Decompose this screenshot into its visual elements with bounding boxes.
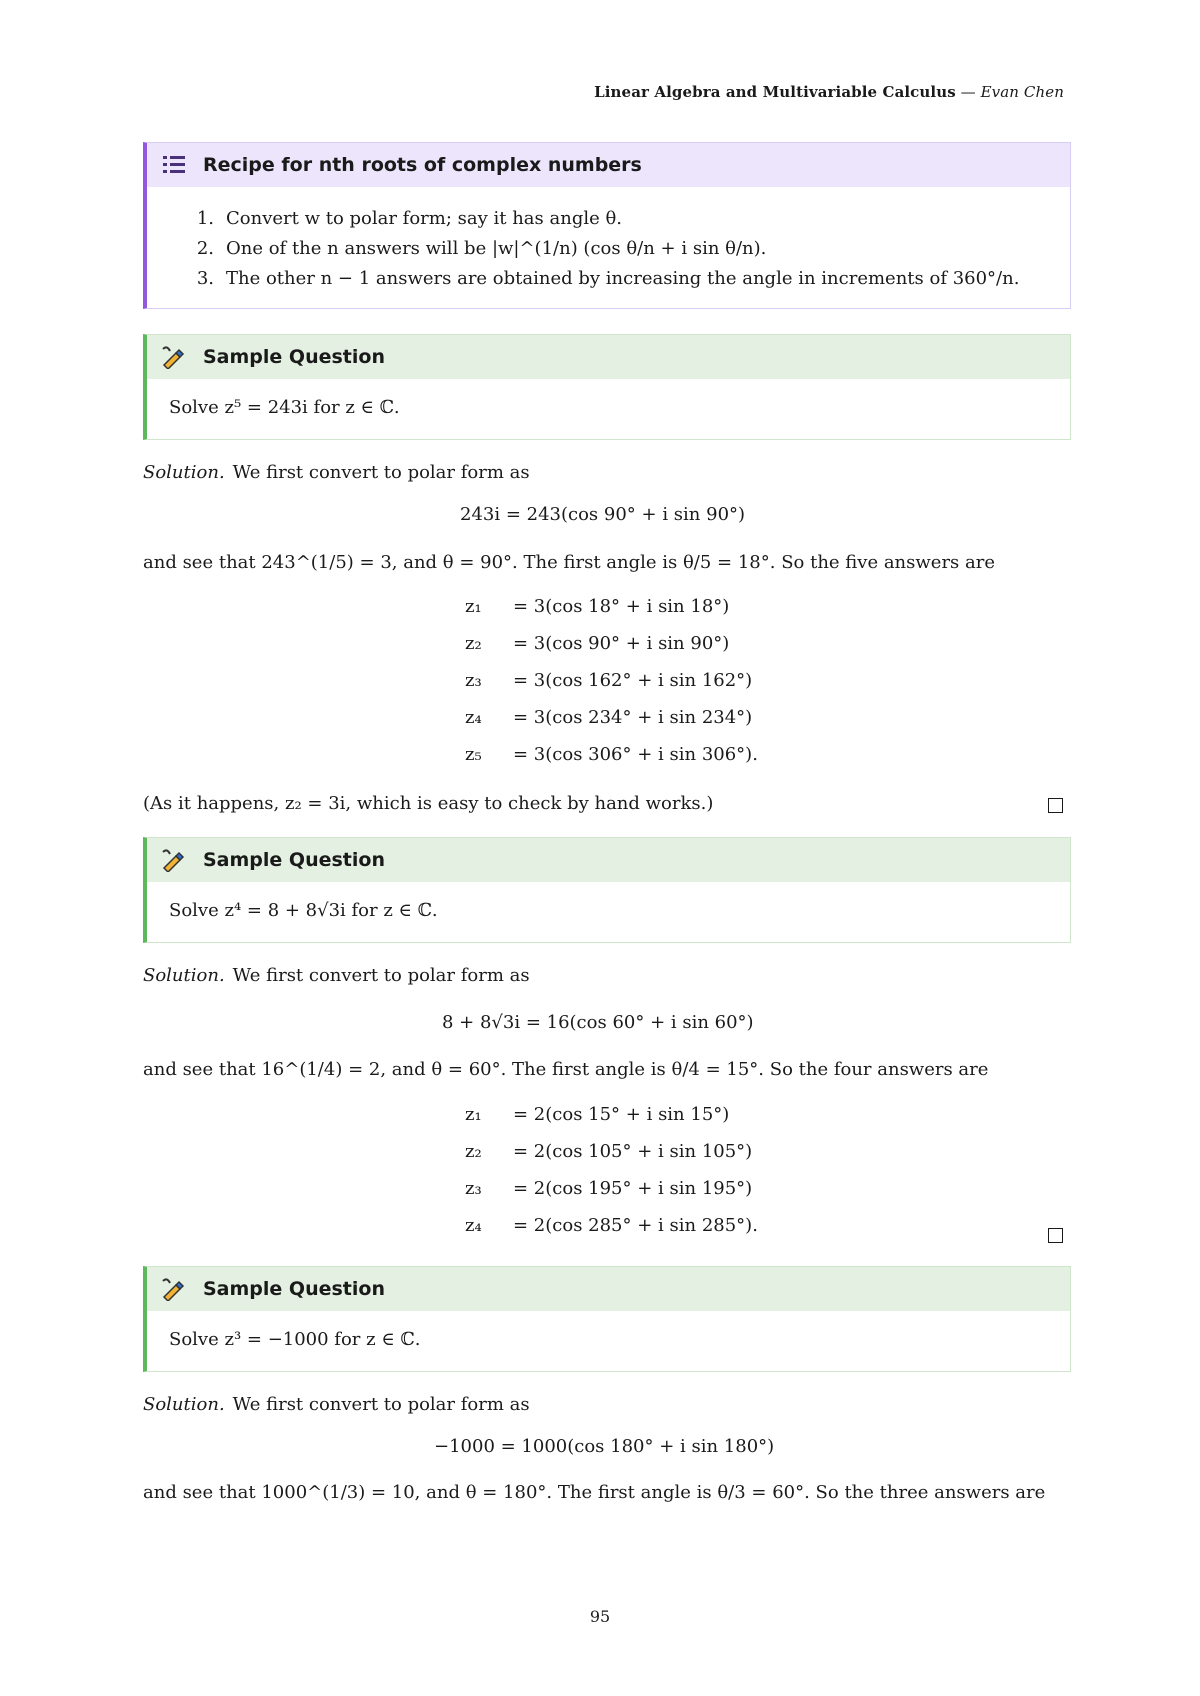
solution-label: Solution. xyxy=(143,965,225,986)
answer-rhs: = 3(cos 90° + i sin 90°) xyxy=(513,633,730,654)
question-title-bar xyxy=(147,838,1070,882)
answer-row xyxy=(465,670,752,691)
question-prompt: Solve z⁵ = 243i for z ∈ ℂ. xyxy=(147,379,1070,437)
answer-lhs: z₃ xyxy=(465,670,482,691)
sample-question-box xyxy=(143,334,1071,440)
recipe-step xyxy=(147,263,1070,293)
question-title: Sample Question xyxy=(203,346,385,368)
recipe-box xyxy=(143,142,1071,309)
answer-rhs: = 3(cos 306° + i sin 306°). xyxy=(513,744,758,765)
answer-lhs: z₁ xyxy=(465,1104,482,1125)
solution-followup: and see that 243^(1/5) = 3, and θ = 90°. The first angle is θ/5 = 18°. So the five answers are xyxy=(143,552,996,573)
answer-rhs: = 2(cos 195° + i sin 195°) xyxy=(513,1178,753,1199)
page-number: 95 xyxy=(589,1607,611,1626)
step-number: 2. xyxy=(196,237,214,259)
answer-row xyxy=(465,596,729,617)
answer-lhs: z₄ xyxy=(465,707,482,728)
sample-question-box xyxy=(143,1266,1071,1372)
recipe-title: Recipe for nth roots of complex numbers xyxy=(203,154,642,176)
question-prompt: Solve z⁴ = 8 + 8√3i for z ∈ ℂ. xyxy=(147,882,1070,940)
question-title-bar xyxy=(147,335,1070,379)
sample-question-box xyxy=(143,837,1071,943)
book-title: Linear Algebra and Multivariable Calculus xyxy=(594,83,956,101)
answer-lhs: z₄ xyxy=(465,1215,482,1236)
answer-lhs: z₂ xyxy=(465,633,482,654)
answer-lhs: z₁ xyxy=(465,596,482,617)
solution-intro-line xyxy=(143,462,530,483)
solution-intro: We first convert to polar form as xyxy=(232,1394,530,1415)
solution-followup: and see that 1000^(1/3) = 10, and θ = 180°. The first angle is θ/3 = 60°. So the three answers are xyxy=(143,1482,1046,1503)
step-text: One of the n answers will be |w|^(1/n) (cos θ/n + i sin θ/n). xyxy=(226,237,767,259)
answer-lhs: z₂ xyxy=(465,1141,482,1162)
step-text: Convert w to polar form; say it has angle θ. xyxy=(226,207,623,229)
display-equation: −1000 = 1000(cos 180° + i sin 180°) xyxy=(434,1436,775,1457)
answer-rhs: = 2(cos 285° + i sin 285°). xyxy=(513,1215,758,1236)
question-title: Sample Question xyxy=(203,1278,385,1300)
solution-remark: (As it happens, z₂ = 3i, which is easy to check by hand works.) xyxy=(143,793,714,814)
answer-rhs: = 2(cos 15° + i sin 15°) xyxy=(513,1104,730,1125)
solution-intro-line xyxy=(143,965,530,986)
question-prompt: Solve z³ = −1000 for z ∈ ℂ. xyxy=(147,1311,1070,1369)
pencil-icon xyxy=(159,846,189,874)
solution-intro-line xyxy=(143,1394,530,1415)
step-text: The other n − 1 answers are obtained by increasing the angle in increments of 360°/n. xyxy=(226,267,1020,289)
answer-rhs: = 3(cos 18° + i sin 18°) xyxy=(513,596,730,617)
qed-box-icon xyxy=(1048,798,1063,813)
answer-lhs: z₅ xyxy=(465,744,482,765)
step-number: 1. xyxy=(196,207,214,229)
answer-row xyxy=(465,1178,752,1199)
answer-row xyxy=(465,744,758,765)
qed-box-icon xyxy=(1048,1228,1063,1243)
book-author: Evan Chen xyxy=(980,83,1064,101)
answer-lhs: z₃ xyxy=(465,1178,482,1199)
question-title-bar xyxy=(147,1267,1070,1311)
answer-row xyxy=(465,707,752,728)
recipe-steps xyxy=(147,187,1070,293)
solution-intro: We first convert to polar form as xyxy=(232,462,530,483)
answer-rhs: = 2(cos 105° + i sin 105°) xyxy=(513,1141,753,1162)
answer-row xyxy=(465,1141,752,1162)
answer-row xyxy=(465,633,729,654)
solution-followup: and see that 16^(1/4) = 2, and θ = 60°. The first angle is θ/4 = 15°. So the four answers are xyxy=(143,1059,989,1080)
answer-row xyxy=(465,1215,758,1236)
pencil-icon xyxy=(159,343,189,371)
solution-intro: We first convert to polar form as xyxy=(232,965,530,986)
recipe-body xyxy=(147,187,1070,293)
display-equation: 8 + 8√3i = 16(cos 60° + i sin 60°) xyxy=(442,1012,754,1033)
header-separator: — xyxy=(955,83,981,101)
running-header xyxy=(594,83,1064,101)
step-number: 3. xyxy=(196,267,214,289)
answer-rhs: = 3(cos 162° + i sin 162°) xyxy=(513,670,753,691)
pencil-icon xyxy=(159,1275,189,1303)
solution-label: Solution. xyxy=(143,462,225,483)
display-equation: 243i = 243(cos 90° + i sin 90°) xyxy=(460,504,746,525)
answer-rhs: = 3(cos 234° + i sin 234°) xyxy=(513,707,753,728)
recipe-step xyxy=(147,203,1070,233)
solution-label: Solution. xyxy=(143,1394,225,1415)
answer-row xyxy=(465,1104,729,1125)
question-title: Sample Question xyxy=(203,849,385,871)
recipe-title-bar xyxy=(147,143,1070,187)
list-icon xyxy=(159,151,189,179)
recipe-step xyxy=(147,233,1070,263)
